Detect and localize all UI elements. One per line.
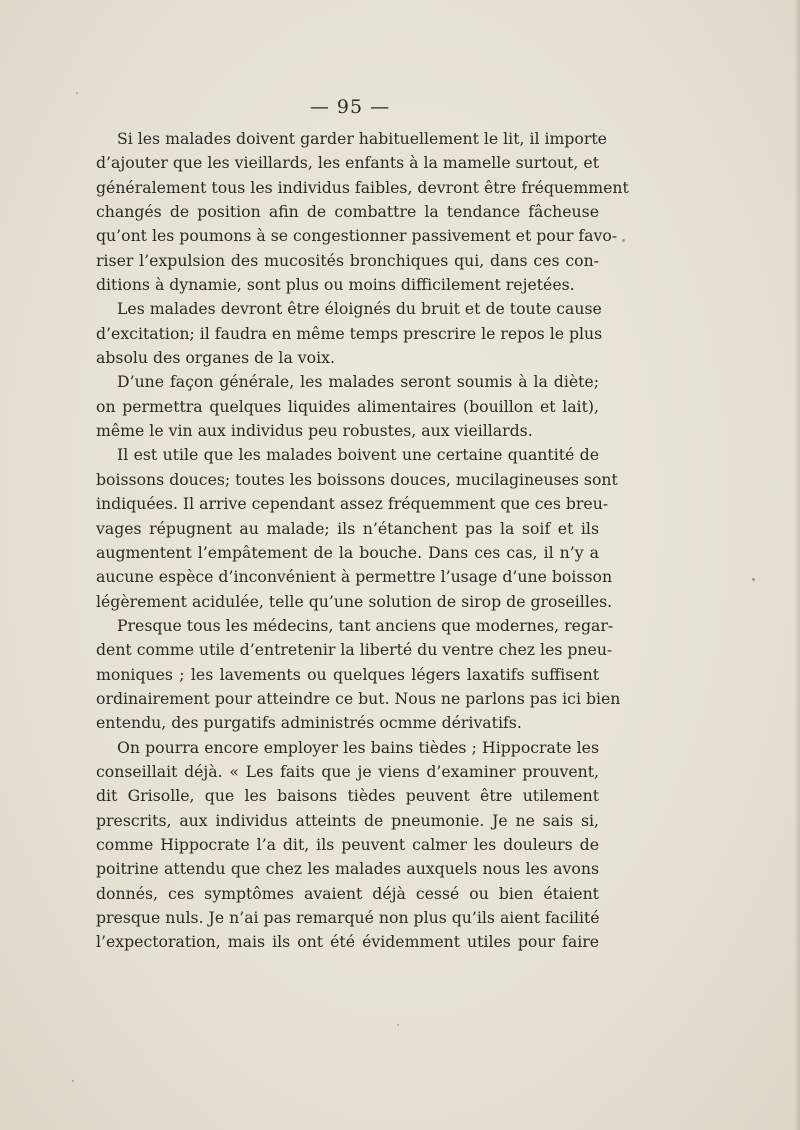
paper-speck [397,1024,399,1026]
text-line: d’excitation; il faudra en même temps prescrire le repos le plus [96,323,603,343]
text-line: ditions à dynamie, sont plus ou moins difficilement rejetées. [96,275,575,295]
text-line: conseillait déjà. « Les faits que je viens d’examiner prouvent, [96,761,599,781]
text-line: augmentent l’empâtement de la bouche. Dans ces cas, il n’y a [96,542,599,562]
paper-speck [622,239,625,242]
text-line: indiquées. Il arrive cependant assez fréquemment que ces breu- [96,494,609,514]
body-text [96,127,629,955]
text-line: absolu des organes de la voix. [96,348,335,368]
paper-speck [72,1080,74,1082]
text-line: boissons douces; toutes les boissons douces, mucilagineuses sont [96,469,618,489]
text-line: riser l’expulsion des mucosités bronchiques qui, dans ces con- [96,250,599,270]
text-line: l’expectoration, mais ils ont été évidemment utiles pour faire [96,932,599,952]
text-line: ordinairement pour atteindre ce but. Nous ne parlons pas ici bien [96,688,621,708]
text-line: même le vin aux individus peu robustes, aux vieillards. [96,421,533,441]
text-line: aucune espèce d’inconvénient à permettre l’usage d’une boisson [96,567,613,587]
text-line: On pourra encore employer les bains tièdes ; Hippocrate les [117,737,599,757]
text-line: d’ajouter que les vieillards, les enfants à la mamelle surtout, et [96,153,599,173]
text-line: légèrement acidulée, telle qu’une solution de sirop de groseilles. [96,591,613,611]
page-edge-shadow [794,0,800,1130]
text-line: Il est utile que les malades boivent une certaine quantité de [117,445,599,465]
text-line: moniques ; les lavements ou quelques légers laxatifs suffisent [96,664,599,684]
text-line: dent comme utile d’entretenir la liberté du ventre chez les pneu- [96,640,613,660]
text-line: prescrits, aux individus atteints de pneumonie. Je ne sais si, [96,810,599,830]
text-line: dit Grisolle, que les baisons tièdes peuvent être utilement [96,786,599,806]
text-line: Presque tous les médecins, tant anciens que modernes, regar- [117,615,614,635]
text-line: qu’ont les poumons à se congestionner passivement et pour favo- [96,226,618,246]
text-line: presque nuls. Je n’ai pas remarqué non plus qu’ils aient facilité [96,908,600,927]
text-line: donnés, ces symptômes avaient déjà cessé ou bien étaient [96,883,599,903]
text-line: D’une façon générale, les malades seront soumis à la diète; [117,372,599,392]
text-line: comme Hippocrate l’a dit, ils peuvent calmer les douleurs de [96,834,599,854]
text-line: poitrine attendu que chez les malades auxquels nous les avons [96,859,599,879]
page-number: — 95 — [309,96,391,118]
text-line: Les malades devront être éloignés du bruit et de toute cause [117,299,602,319]
text-line: entendu, des purgatifs administrés ocmme dérivatifs. [96,713,522,733]
text-line: changés de position afin de combattre la tendance fâcheuse [96,202,599,222]
text-line: on permettra quelques liquides alimentaires (bouillon et lait), [96,396,599,416]
text-line: généralement tous les individus faibles, devront être fréquemment [96,177,629,197]
text-line: Si les malades doivent garder habituellement le lit, il importe [117,129,607,148]
paper-speck [76,92,78,94]
text-line: vages répugnent au malade; ils n’étanchent pas la soif et ils [96,518,599,538]
paper-speck [752,578,755,581]
